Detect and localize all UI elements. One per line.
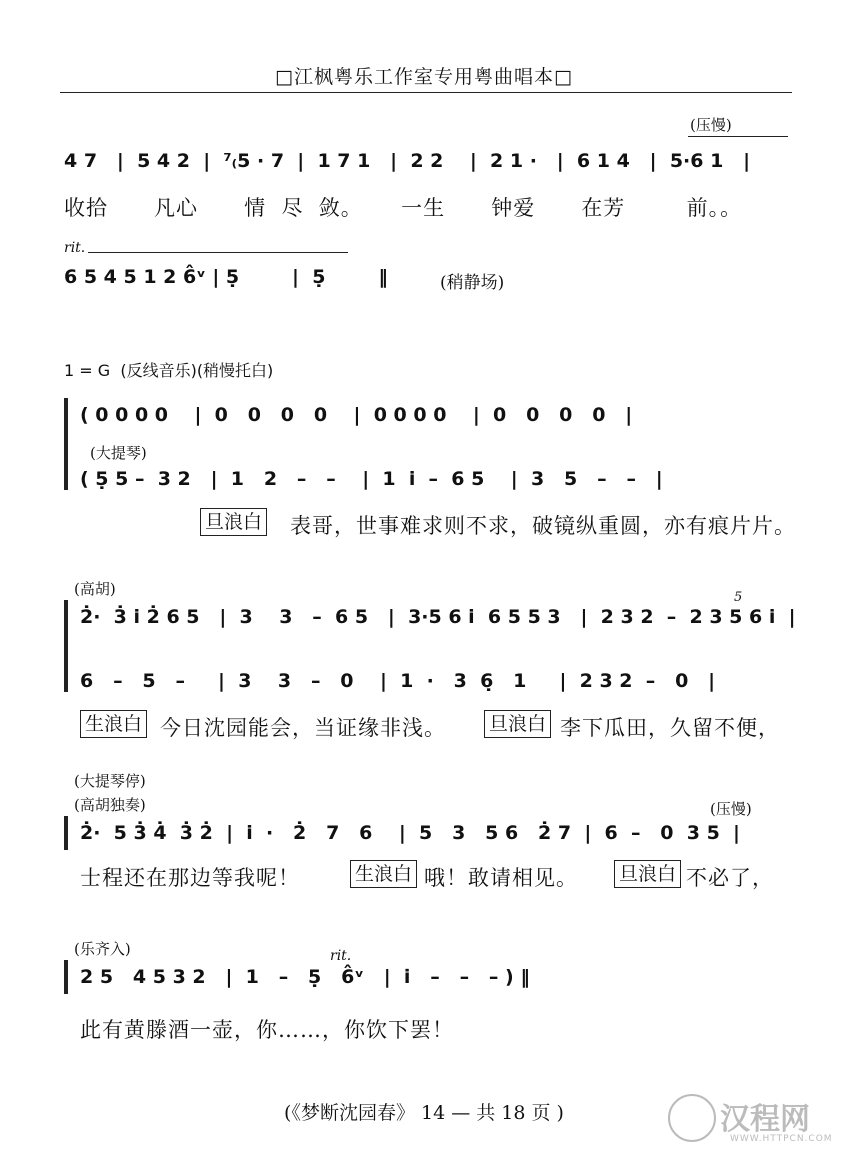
speech-text: 表哥，世事难求则不求，破镜纵重圆，亦有痕片片。 bbox=[290, 514, 796, 538]
lyric-row: 收拾 凡心 情 尽 敛。 一生 钟爱 在芳 前。。 bbox=[64, 196, 743, 220]
tempo-mark: (压慢) bbox=[710, 800, 752, 818]
system-bracket bbox=[64, 398, 68, 490]
watermark-url: WWW.HTTPCN.COM bbox=[730, 1134, 833, 1144]
notation-row: ( 5̣ 5 – 3 2 | 1 2 – – | 1 i – 6 5 | 3 5 – – | bbox=[80, 468, 663, 490]
speech-marker-box: 旦浪白 bbox=[484, 710, 551, 738]
notation-row: 2̇· 3̇ i 2̇ 6 5 | 3 3 – 6 5 | 3·5 6 i 6 5 5 3 | 2 3 2 – 2 3 5 6 i | bbox=[80, 606, 796, 628]
instrument-label: (大提琴) bbox=[90, 444, 147, 462]
speech-text: 李下瓜田，久留不便， bbox=[560, 716, 780, 740]
system-bracket bbox=[64, 816, 68, 850]
notation-row: 4 7 | 5 4 2 | ⁷₍5 · 7 | 1 7 1 | 2 2 | 2 1 · | 6 1 4 | 5·6 1 | bbox=[64, 150, 751, 172]
notation-row: 2 5 4 5 3 2 | 1 – 5̣ 6̂ᵛ | i̇ – – – ) ‖ bbox=[80, 966, 530, 988]
speech-text: 不必了， bbox=[686, 866, 774, 890]
rit-line bbox=[88, 252, 348, 253]
speech-text: 士程还在那边等我呢！ bbox=[80, 866, 300, 890]
speech-marker-box: 生浪白 bbox=[80, 710, 147, 738]
instrument-label: (高胡) bbox=[74, 580, 116, 598]
speech-text: 此有黄滕酒一壶，你……，你饮下罢！ bbox=[80, 1018, 454, 1042]
system-bracket bbox=[64, 960, 68, 994]
system-bracket bbox=[64, 600, 68, 692]
notation-row: 6 5 4 5 1 2 6̂ᵛ | 5̣ | 5̣ ‖ bbox=[64, 266, 388, 288]
speech-marker-box: 旦浪白 bbox=[614, 860, 681, 888]
page-footer: (《梦断沈园春》 14 — 共 18 页 ) bbox=[284, 1102, 564, 1124]
performance-note: (稍静场) bbox=[440, 273, 505, 293]
rit-mark: rit. bbox=[64, 240, 86, 256]
watermark-text: 汉程网 bbox=[720, 1102, 810, 1137]
watermark-logo-icon bbox=[668, 1094, 716, 1142]
notation-row: 6 – 5 – | 3 3 – 0 | 1 · 3 6̣ 1 | 2 3 2 – 0 | bbox=[80, 670, 716, 692]
rit-mark: rit. bbox=[330, 948, 352, 964]
header-rule bbox=[60, 92, 792, 93]
tuplet-mark: 5 bbox=[734, 590, 743, 605]
speech-marker-box: 生浪白 bbox=[350, 860, 417, 888]
tempo-mark: (压慢) bbox=[690, 116, 732, 134]
notation-row: ( 0 0 0 0 | 0 0 0 0 | 0 0 0 0 | 0 0 0 0 | bbox=[80, 404, 633, 426]
instrument-label: (高胡独奏) bbox=[74, 796, 146, 814]
speech-marker-box: 旦浪白 bbox=[200, 508, 267, 536]
speech-text: 哦！敢请相见。 bbox=[424, 866, 578, 890]
page-header: □江枫粤乐工作室专用粤曲唱本□ bbox=[275, 66, 573, 88]
instrument-label: (乐齐入) bbox=[74, 940, 131, 958]
tempo-line bbox=[688, 136, 788, 137]
instrument-label: (大提琴停) bbox=[74, 772, 146, 790]
key-signature: 1 = G (反线音乐)(稍慢托白) bbox=[64, 361, 274, 380]
speech-text: 今日沈园能会，当证缘非浅。 bbox=[160, 716, 446, 740]
notation-row: 2̇· 5 3̇ 4̇ 3̇ 2̇ | i · 2̇ 7 6 | 5 3 5 6 2̇ 7 | 6 – 0 3 5 | bbox=[80, 822, 740, 844]
